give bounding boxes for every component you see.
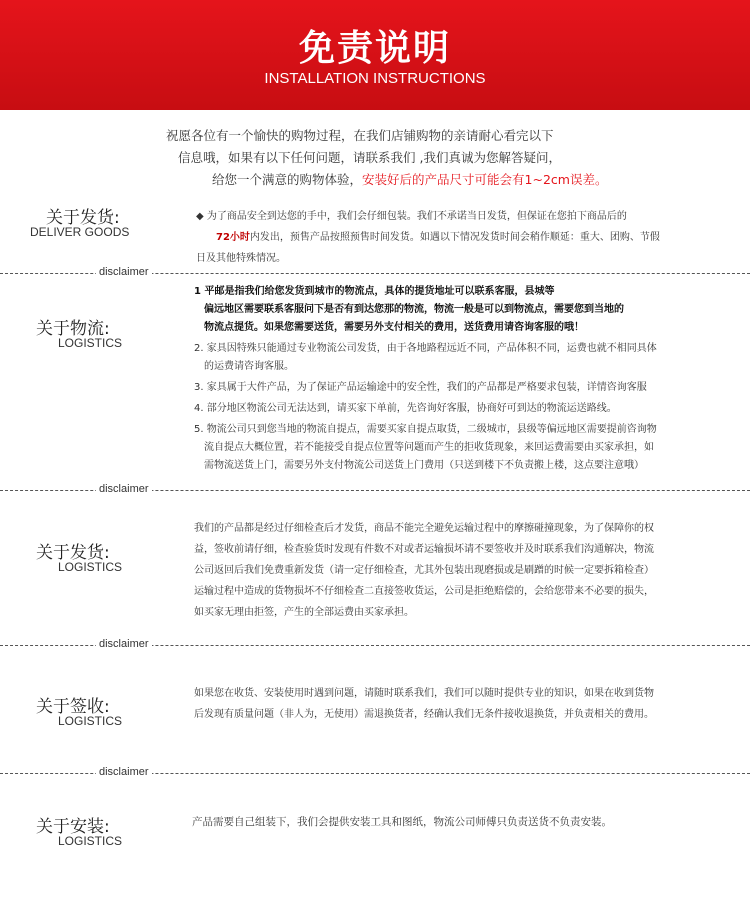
logistics-subheading: LOGISTICS — [58, 336, 123, 350]
intro-line-3-prefix: 给您一个满意的购物体验， — [212, 172, 363, 187]
logistics-item-5-line-1: 5. 物流公司只到您当地的物流自提点，需要买家自提点取货，二级城市，县级等偏远地区需要提前咨询物 — [194, 424, 657, 435]
install-subheading: LOGISTICS — [58, 834, 123, 848]
logistics-item-3 — [194, 379, 734, 397]
install-heading: 关于安装: — [36, 817, 110, 837]
inspection-line-4: 运输过程中造成的货物损坏不仔细检查二直接签收货运，公司是拒绝赔偿的，会给您带来不必要的损失， — [194, 586, 654, 597]
receipt-line-2: 后发现有质量问题（非人为，无使用）需退换货者，经确认我们无条件接收退换货，并负责相关的费用。 — [194, 709, 654, 720]
inspection-text — [194, 518, 734, 623]
divider-label: disclaimer — [96, 266, 152, 278]
logistics-item-2-line-1: 2. 家具因特殊只能通过专业物流公司发货，由于各地路程远近不同，产品体积不同，运费也就不相同具体 — [194, 343, 657, 354]
inspection-heading: 关于发货: — [36, 543, 110, 563]
intro-line-3 — [212, 170, 607, 188]
inspection-line-2: 益，签收前请仔细，检查验货时发现有件数不对或者运输损坏请不要签收并及时联系我们沟通解决，物流 — [194, 544, 654, 555]
inspection-line-5: 如买家无理由拒签，产生的全部运费由买家承担。 — [194, 607, 414, 618]
divider-label: disclaimer — [96, 766, 152, 778]
receipt-line-1: 如果您在收货、安装使用时遇到问题，请随时联系我们，我们可以随时提供专业的知识，如果在收到货物 — [194, 688, 654, 699]
inspection-line-3: 公司返回后我们免费重新发货（请一定仔细检查，尤其外包装出现磨损或是刷蹭的时候一定要拆箱检查） — [194, 565, 654, 576]
logistics-item-5-line-2: 流自提点大概位置，若不能接受自提点位置等问题而产生的拒收货现象，来回运费需要由买家承担，如 — [204, 442, 654, 453]
divider — [0, 483, 750, 497]
intro-highlight: 安装好后的产品尺寸可能会有1~2cm误差。 — [362, 172, 608, 187]
inspection-line-1: 我们的产品都是经过仔细检查后才发货，商品不能完全避免运输过程中的摩擦碰撞现象，为了保障你的权 — [194, 523, 654, 534]
logistics-heading: 关于物流: — [36, 319, 110, 339]
shipping-heading: 关于发货: — [46, 208, 120, 228]
logistics-item-1-line-3: 物流点提货。如果您需要送货，需要另外支付相关的费用，送货费用请咨询客服的哦！ — [204, 322, 584, 333]
logistics-item-4-line-1: 4. 部分地区物流公司无法达到，请买家下单前，先咨询好客服，协商好可到达的物流运送路线。 — [194, 403, 617, 414]
logistics-item-3-line-1: 3. 家具属于大件产品，为了保证产品运输途中的安全性，我们的产品都是严格要求包装，详情咨询客服 — [194, 382, 647, 393]
shipping-line-2-text: 内发出，预售产品按照预售时间发货。如遇以下情况发货时间会稍作顺延：重大、团购、节假 — [249, 232, 660, 243]
logistics-item-4 — [194, 400, 734, 418]
logistics-item-5 — [194, 421, 734, 475]
inspection-subheading: LOGISTICS — [58, 560, 123, 574]
receipt-text — [194, 683, 734, 725]
logistics-item-1-line-2: 偏远地区需要联系客服问下是否有到达您那的物流，物流一般是可以到物流点，需要您到当地的 — [204, 304, 624, 315]
logistics-item-5-line-3: 需物流送货上门，需要另外支付物流公司送货上门费用（只送到楼下不负责搬上楼，这点要注意哦） — [204, 460, 644, 471]
shipping-line-3: 日及其他特殊情况。 — [196, 253, 286, 264]
shipping-line-2 — [196, 227, 726, 248]
divider — [0, 266, 750, 280]
logistics-item-2 — [194, 340, 734, 376]
receipt-heading: 关于签收: — [36, 697, 110, 717]
header-banner — [0, 0, 750, 110]
logistics-item-2-line-2: 的运费请咨询客服。 — [204, 361, 294, 372]
page-subtitle: INSTALLATION INSTRUCTIONS — [264, 70, 486, 87]
intro-line-1: 祝愿各位有一个愉快的购物过程，在我们店铺购物的亲请耐心看完以下 — [166, 128, 554, 143]
shipping-hours: 72小时 — [216, 232, 250, 243]
shipping-text — [196, 206, 726, 269]
logistics-list — [194, 283, 734, 478]
shipping-line-1: ◆ 为了商品安全到达您的手中，我们会仔细包装。我们不承诺当日发货，但保证在您拍下商品后的 — [196, 211, 627, 222]
install-text: 产品需要自己组装下，我们会提供安装工具和图纸，物流公司师傅只负责送货不负责安装。 — [192, 816, 612, 828]
logistics-item-1 — [194, 283, 734, 337]
page-title: 免责说明 — [298, 28, 451, 69]
divider — [0, 638, 750, 652]
intro-line-2: 信息哦，如果有以下任何问题，请联系我们 ,我们真诚为您解答疑问， — [178, 150, 561, 165]
divider — [0, 766, 750, 780]
shipping-subheading: DELIVER GOODS — [30, 225, 130, 239]
divider-label: disclaimer — [96, 483, 152, 495]
divider-label: disclaimer — [96, 638, 152, 650]
logistics-item-1-line-1: 1 平邮是指我们给您发货到城市的物流点，具体的提货地址可以联系客服，县城等 — [194, 286, 555, 297]
receipt-subheading: LOGISTICS — [58, 714, 123, 728]
